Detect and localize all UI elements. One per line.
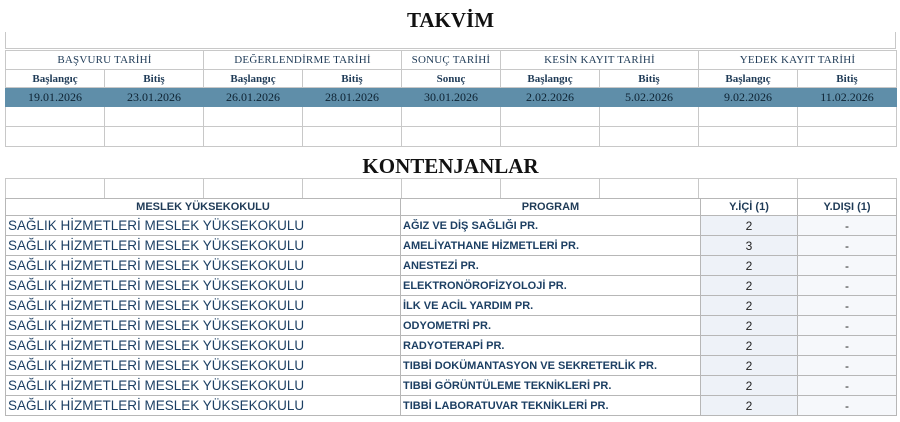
domestic-cell: 2 [701,376,798,396]
domestic-cell: 2 [701,296,798,316]
group-kesin-kayit: KESİN KAYIT TARİHİ [501,51,699,70]
header-school: MESLEK YÜKSEKOKULU [6,199,401,216]
subheader-cell: Sonuç [402,70,501,88]
school-cell: SAĞLIK HİZMETLERİ MESLEK YÜKSEKOKULU [6,236,401,256]
program-cell: TIBBİ GÖRÜNTÜLEME TEKNİKLERİ PR. [401,376,701,396]
foreign-cell: - [798,376,897,396]
foreign-cell: - [798,316,897,336]
domestic-cell: 2 [701,256,798,276]
group-basvuru: BAŞVURU TARİHİ [6,51,204,70]
foreign-cell: - [798,396,897,416]
date-cell: 28.01.2026 [303,88,402,107]
domestic-cell: 2 [701,276,798,296]
calendar-date-row [6,88,897,107]
date-cell: 23.01.2026 [105,88,204,107]
table-row [6,296,897,316]
table-row [6,316,897,336]
foreign-cell: - [798,236,897,256]
subheader-cell: Bitiş [105,70,204,88]
school-cell: SAĞLIK HİZMETLERİ MESLEK YÜKSEKOKULU [6,356,401,376]
quota-title: KONTENJANLAR [362,154,539,178]
calendar-spacer-table [5,32,896,49]
table-row [6,376,897,396]
subheader-cell: Başlangıç [501,70,600,88]
foreign-cell: - [798,356,897,376]
date-cell: 11.02.2026 [798,88,897,107]
table-row [6,256,897,276]
table-row [6,396,897,416]
program-cell: TIBBİ DOKÜMANTASYON VE SEKRETERLİK PR. [401,356,701,376]
school-cell: SAĞLIK HİZMETLERİ MESLEK YÜKSEKOKULU [6,376,401,396]
date-cell: 5.02.2026 [600,88,699,107]
table-row [6,336,897,356]
table-row [6,216,897,236]
program-cell: ELEKTRONÖROFİZYOLOJİ PR. [401,276,701,296]
foreign-cell: - [798,296,897,316]
program-cell: İLK VE ACİL YARDIM PR. [401,296,701,316]
program-cell: TIBBİ LABORATUVAR TEKNİKLERİ PR. [401,396,701,416]
subheader-cell: Bitiş [600,70,699,88]
subheader-cell: Bitiş [798,70,897,88]
program-cell: AMELİYATHANE HİZMETLERİ PR. [401,236,701,256]
school-cell: SAĞLIK HİZMETLERİ MESLEK YÜKSEKOKULU [6,256,401,276]
program-cell: RADYOTERAPİ PR. [401,336,701,356]
subheader-cell: Bitiş [303,70,402,88]
domestic-cell: 2 [701,316,798,336]
subheader-cell: Başlangıç [699,70,798,88]
header-domestic: Y.İÇİ (1) [701,199,798,216]
group-sonuc: SONUÇ TARİHİ [402,51,501,70]
group-degerlendirme: DEĞERLENDİRME TARİHİ [204,51,402,70]
date-cell: 19.01.2026 [6,88,105,107]
program-cell: ODYOMETRİ PR. [401,316,701,336]
school-cell: SAĞLIK HİZMETLERİ MESLEK YÜKSEKOKULU [6,396,401,416]
date-cell: 26.01.2026 [204,88,303,107]
program-cell: AĞIZ VE DİŞ SAĞLIĞI PR. [401,216,701,236]
header-program: PROGRAM [401,199,701,216]
foreign-cell: - [798,216,897,236]
calendar-title: TAKVİM [406,8,495,32]
table-row [6,236,897,256]
school-cell: SAĞLIK HİZMETLERİ MESLEK YÜKSEKOKULU [6,296,401,316]
table-row [6,276,897,296]
calendar-group-row [6,51,897,70]
header-foreign: Y.DIŞI (1) [798,199,897,216]
subheader-cell: Başlangıç [6,70,105,88]
date-cell: 2.02.2026 [501,88,600,107]
quota-table [5,198,897,416]
date-cell: 30.01.2026 [402,88,501,107]
school-cell: SAĞLIK HİZMETLERİ MESLEK YÜKSEKOKULU [6,216,401,236]
school-cell: SAĞLIK HİZMETLERİ MESLEK YÜKSEKOKULU [6,336,401,356]
blank-row [6,127,897,147]
foreign-cell: - [798,276,897,296]
subheader-cell: Başlangıç [204,70,303,88]
blank-row [6,107,897,127]
school-cell: SAĞLIK HİZMETLERİ MESLEK YÜKSEKOKULU [6,316,401,336]
school-cell: SAĞLIK HİZMETLERİ MESLEK YÜKSEKOKULU [6,276,401,296]
calendar-table [5,50,897,147]
domestic-cell: 2 [701,216,798,236]
date-cell: 9.02.2026 [699,88,798,107]
quota-spacer-table [5,178,897,199]
calendar-subheader-row [6,70,897,88]
quota-header-row [6,199,897,216]
group-yedek-kayit: YEDEK KAYIT TARİHİ [699,51,897,70]
domestic-cell: 2 [701,336,798,356]
domestic-cell: 2 [701,356,798,376]
program-cell: ANESTEZİ PR. [401,256,701,276]
foreign-cell: - [798,336,897,356]
domestic-cell: 3 [701,236,798,256]
table-row [6,356,897,376]
domestic-cell: 2 [701,396,798,416]
foreign-cell: - [798,256,897,276]
